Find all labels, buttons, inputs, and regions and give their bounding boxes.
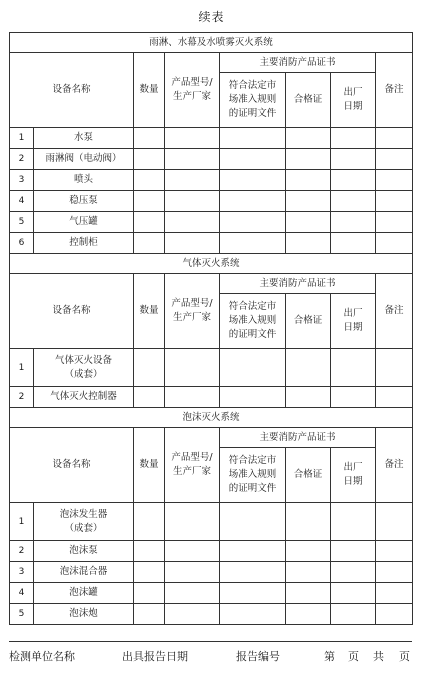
cell-text: 合格证 — [293, 315, 323, 326]
cell-text: （成套） — [64, 522, 103, 534]
cell-text: 3 — [18, 567, 25, 577]
empty-cell — [286, 583, 331, 604]
empty-cell — [331, 562, 376, 583]
empty-cell — [286, 233, 331, 254]
empty-cell — [220, 128, 286, 149]
cell-text: 泡沫混合器 — [59, 566, 108, 577]
empty-cell — [286, 128, 331, 149]
empty-cell — [376, 233, 413, 254]
empty-cell — [376, 212, 413, 233]
empty-cell — [134, 170, 165, 191]
cell-text: 出厂 — [343, 308, 363, 319]
cell-text: 符合法定市 — [228, 80, 277, 91]
table-row — [10, 191, 413, 212]
cell-text: 场准入规则 — [228, 94, 277, 105]
empty-cell — [220, 604, 286, 625]
table-row — [10, 562, 413, 583]
cell-text: 气压罐 — [69, 216, 98, 227]
row-number — [10, 191, 34, 212]
cell-text: 日期 — [343, 476, 363, 487]
cell-text: 泡沫炮 — [69, 608, 98, 619]
empty-cell — [220, 387, 286, 408]
cell-text: 场准入规则 — [228, 315, 277, 326]
cell-text: 泡沫罐 — [69, 587, 98, 598]
header-cert-group — [220, 274, 376, 294]
empty-cell — [331, 541, 376, 562]
empty-cell — [165, 562, 220, 583]
empty-cell — [331, 583, 376, 604]
empty-cell — [165, 170, 220, 191]
empty-cell — [165, 191, 220, 212]
table-row — [10, 233, 413, 254]
empty-cell — [376, 170, 413, 191]
row-number — [10, 128, 34, 149]
empty-cell — [165, 128, 220, 149]
empty-cell — [134, 583, 165, 604]
header-qualified — [286, 448, 331, 503]
empty-cell — [376, 128, 413, 149]
empty-cell — [134, 387, 165, 408]
footer-unit-label: 检测单位名称 — [9, 650, 75, 663]
cell-text: 1 — [18, 516, 25, 527]
table-row — [10, 128, 413, 149]
empty-cell — [134, 503, 165, 541]
empty-cell — [286, 562, 331, 583]
table-row — [10, 604, 413, 625]
cell-text: 数量 — [139, 84, 159, 95]
equipment-name — [34, 128, 134, 149]
empty-cell — [376, 387, 413, 408]
empty-cell — [331, 149, 376, 170]
empty-cell — [134, 212, 165, 233]
cell-text: 4 — [18, 588, 25, 598]
footer-page-di: 第 — [324, 650, 335, 663]
equipment-table — [9, 32, 413, 625]
cell-text: 设备名称 — [52, 305, 91, 316]
row-number — [10, 387, 34, 408]
equipment-name — [34, 233, 134, 254]
empty-cell — [376, 562, 413, 583]
empty-cell — [376, 604, 413, 625]
empty-cell — [165, 349, 220, 387]
cell-text: 数量 — [139, 459, 159, 470]
empty-cell — [286, 503, 331, 541]
empty-cell — [286, 604, 331, 625]
cell-text: 水泵 — [73, 132, 93, 143]
cell-text: 控制柜 — [69, 237, 98, 248]
empty-cell — [220, 562, 286, 583]
empty-cell — [220, 349, 286, 387]
cell-text: 日期 — [343, 101, 363, 112]
cell-text: 气体灭火系统 — [182, 257, 240, 269]
cell-text: 场准入规则 — [228, 469, 277, 480]
empty-cell — [331, 604, 376, 625]
cell-text: 2 — [18, 154, 25, 164]
header-cert-group — [220, 428, 376, 448]
header-remarks — [376, 53, 413, 128]
empty-cell — [165, 604, 220, 625]
cell-text: 生产厂家 — [172, 466, 211, 477]
empty-cell — [376, 149, 413, 170]
row-number — [10, 349, 34, 387]
empty-cell — [165, 233, 220, 254]
empty-cell — [220, 170, 286, 191]
cell-text: 2 — [18, 392, 25, 402]
row-number — [10, 541, 34, 562]
cell-text: 气体灭火设备 — [54, 354, 112, 366]
empty-cell — [331, 212, 376, 233]
cell-text: 泡沫泵 — [69, 545, 98, 556]
cell-text: 产品型号/ — [171, 452, 213, 463]
empty-cell — [331, 191, 376, 212]
empty-cell — [286, 170, 331, 191]
cell-text: 主要消防产品证书 — [259, 56, 336, 68]
cell-text: 出厂 — [343, 87, 363, 98]
header-legal — [220, 73, 286, 128]
empty-cell — [331, 387, 376, 408]
page-title: 续表 — [198, 10, 225, 24]
empty-cell — [376, 541, 413, 562]
cell-text: 备注 — [384, 459, 404, 470]
empty-cell — [134, 562, 165, 583]
table-row — [10, 149, 413, 170]
empty-cell — [286, 212, 331, 233]
cell-text: 符合法定市 — [228, 455, 277, 466]
header-model — [165, 428, 220, 503]
cell-text: 合格证 — [293, 469, 323, 480]
header-quantity — [134, 274, 165, 349]
empty-cell — [220, 233, 286, 254]
cell-text: 的证明文件 — [228, 483, 277, 494]
footer-report-no-label: 报告编号 — [236, 650, 280, 663]
header-quantity — [134, 53, 165, 128]
equipment-name — [34, 583, 134, 604]
table-row — [10, 541, 413, 562]
header-qualified — [286, 294, 331, 349]
footer-page-ye2: 页 — [399, 650, 410, 663]
cell-text: 备注 — [384, 84, 404, 95]
empty-cell — [220, 191, 286, 212]
empty-cell — [286, 387, 331, 408]
cell-text: 3 — [18, 175, 25, 185]
equipment-name — [34, 503, 134, 541]
cell-text: 1 — [18, 133, 25, 143]
header-cert-group — [220, 53, 376, 73]
cell-text: 4 — [18, 196, 25, 206]
empty-cell — [286, 349, 331, 387]
equipment-name — [34, 562, 134, 583]
empty-cell — [286, 541, 331, 562]
equipment-name — [34, 349, 134, 387]
table-row — [10, 349, 413, 387]
empty-cell — [376, 191, 413, 212]
empty-cell — [220, 503, 286, 541]
cell-text: 生产厂家 — [172, 91, 211, 102]
cell-text: 5 — [18, 609, 25, 619]
empty-cell — [165, 149, 220, 170]
empty-cell — [220, 149, 286, 170]
empty-cell — [220, 212, 286, 233]
empty-cell — [376, 349, 413, 387]
header-factory-date — [331, 294, 376, 349]
cell-text: 雨淋阀（电动阀） — [45, 153, 122, 164]
empty-cell — [134, 191, 165, 212]
header-equipment — [10, 274, 134, 349]
cell-text: 的证明文件 — [228, 108, 277, 119]
row-number — [10, 503, 34, 541]
row-number — [10, 604, 34, 625]
empty-cell — [331, 349, 376, 387]
cell-text: 设备名称 — [52, 459, 91, 470]
header-equipment — [10, 53, 134, 128]
table-row — [10, 170, 413, 191]
empty-cell — [376, 583, 413, 604]
cell-text: 泡沫灭火系统 — [182, 411, 240, 423]
row-number — [10, 212, 34, 233]
row-number — [10, 583, 34, 604]
cell-text: 6 — [18, 238, 25, 248]
empty-cell — [220, 541, 286, 562]
cell-text: （成套） — [64, 368, 103, 380]
equipment-name — [34, 170, 134, 191]
empty-cell — [220, 583, 286, 604]
empty-cell — [165, 212, 220, 233]
empty-cell — [286, 191, 331, 212]
empty-cell — [165, 503, 220, 541]
header-model — [165, 274, 220, 349]
header-factory-date — [331, 448, 376, 503]
cell-text: 数量 — [139, 305, 159, 316]
cell-text: 产品型号/ — [171, 77, 213, 88]
empty-cell — [331, 170, 376, 191]
footer-date-label: 出具报告日期 — [122, 650, 188, 663]
empty-cell — [134, 149, 165, 170]
cell-text: 出厂 — [343, 462, 363, 473]
equipment-name — [34, 149, 134, 170]
cell-text: 备注 — [384, 305, 404, 316]
empty-cell — [331, 128, 376, 149]
cell-text: 稳压泵 — [69, 195, 98, 206]
equipment-name — [34, 541, 134, 562]
header-equipment — [10, 428, 134, 503]
empty-cell — [376, 503, 413, 541]
table-row — [10, 387, 413, 408]
cell-text: 主要消防产品证书 — [259, 431, 336, 443]
header-qualified — [286, 73, 331, 128]
empty-cell — [165, 541, 220, 562]
empty-cell — [331, 233, 376, 254]
empty-cell — [134, 349, 165, 387]
cell-text: 主要消防产品证书 — [259, 277, 336, 289]
equipment-name — [34, 212, 134, 233]
empty-cell — [286, 149, 331, 170]
cell-text: 喷头 — [73, 174, 93, 185]
empty-cell — [331, 503, 376, 541]
equipment-name — [34, 604, 134, 625]
header-factory-date — [331, 73, 376, 128]
cell-text: 符合法定市 — [228, 301, 277, 312]
cell-text: 泡沫发生器 — [59, 508, 108, 520]
cell-text: 气体灭火控制器 — [50, 391, 117, 402]
header-legal — [220, 294, 286, 349]
report-footer — [9, 641, 412, 663]
cell-text: 1 — [18, 362, 25, 373]
cell-text: 生产厂家 — [172, 312, 211, 323]
empty-cell — [134, 233, 165, 254]
equipment-name — [34, 191, 134, 212]
row-number — [10, 562, 34, 583]
empty-cell — [134, 541, 165, 562]
footer-page-gong: 共 — [373, 650, 384, 663]
table-row — [10, 503, 413, 541]
cell-text: 雨淋、水幕及水喷雾灭火系统 — [149, 36, 273, 48]
row-number — [10, 233, 34, 254]
cell-text: 日期 — [343, 322, 363, 333]
row-number — [10, 149, 34, 170]
equipment-name — [34, 387, 134, 408]
empty-cell — [165, 387, 220, 408]
table-row — [10, 212, 413, 233]
header-model — [165, 53, 220, 128]
empty-cell — [165, 583, 220, 604]
footer-page-ye1: 页 — [348, 650, 359, 663]
cell-text: 2 — [18, 546, 25, 556]
cell-text: 产品型号/ — [171, 298, 213, 309]
table-row — [10, 583, 413, 604]
header-remarks — [376, 274, 413, 349]
cell-text: 5 — [18, 217, 25, 227]
header-remarks — [376, 428, 413, 503]
row-number — [10, 170, 34, 191]
empty-cell — [134, 604, 165, 625]
cell-text: 设备名称 — [52, 84, 91, 95]
cell-text: 的证明文件 — [228, 329, 277, 340]
section-title — [10, 254, 413, 274]
empty-cell — [134, 128, 165, 149]
header-legal — [220, 448, 286, 503]
section-title — [10, 33, 413, 53]
section-title — [10, 408, 413, 428]
cell-text: 合格证 — [293, 94, 323, 105]
header-quantity — [134, 428, 165, 503]
